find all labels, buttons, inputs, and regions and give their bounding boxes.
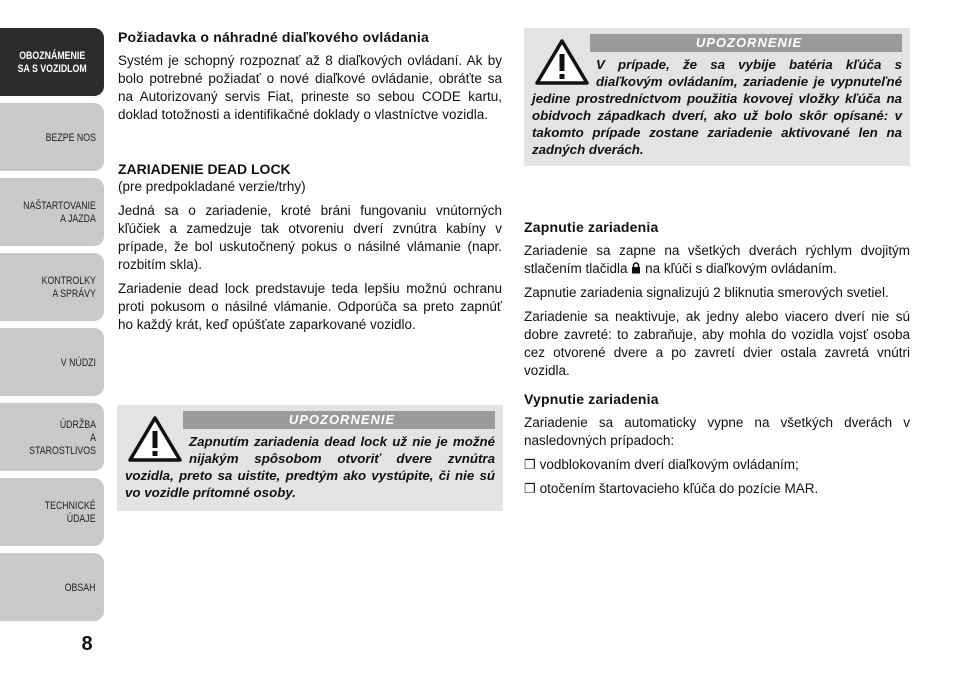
tab-v-nudzi[interactable]: V NÚDZI <box>0 328 104 398</box>
heading-activation: Zapnutie zariadenia <box>524 219 659 235</box>
warning-title: UPOZORNENIE <box>590 34 902 52</box>
paragraph-replacement-remote: Systém je schopný rozpoznať až 8 diaľkových ovládaní. Ak by bolo potrebné požiadať o nové diaľkové ovládanie, obráťte sa na Autorizovaný servis Fiat, prineste so sebou CODE kartu, doklad totožnosti a identifikačné doklady o vlastníctve vozidla. <box>118 53 502 122</box>
heading-replacement-remote: Požiadavka o náhradné diaľkového ovládania <box>118 29 429 45</box>
subheading-dead-lock: (pre predpokladané verzie/trhy) <box>118 179 306 194</box>
heading-dead-lock: ZARIADENIE DEAD LOCK <box>118 161 291 177</box>
tab-udrzba[interactable]: ÚDRŽBA A STAROSTLIVOS <box>0 403 104 473</box>
warning-box-battery <box>524 28 910 166</box>
paragraph-dead-lock-2: Zariadenie dead lock predstavuje teda lepšiu možnú ochranu proti pokusom o násilné vlámanie. Odporúča sa preto zapnúť ho každý krát, keď opúšťate zaparkované vozidlo. <box>118 281 502 332</box>
paragraph-deactivation: Zariadenie sa automaticky vypne na všetkých dverách v nasledovných prípadoch: <box>524 415 910 448</box>
tab-kontrolky[interactable]: KONTROLKY A SPRÁVY <box>0 253 104 323</box>
warning-box-dead-lock <box>117 405 503 511</box>
warning-text: Zapnutím zariadenia dead lock už nie je možné nijakým spôsobom otvoriť dvere zvnútra vozidla, preto sa uistite, predtým ako vystúpite, či nie sú vo vozidle prítomné osoby. <box>125 434 495 500</box>
lock-icon <box>631 262 641 274</box>
checkbox-bullet-icon: ❒ <box>524 457 536 472</box>
list-item: ❒ vodblokovaním dverí diaľkovým ovládaním; <box>524 457 799 472</box>
paragraph-activation-signal: Zapnutie zariadenia signalizujú 2 bliknutia smerových svetiel. <box>524 285 889 300</box>
paragraph-dead-lock-1: Jedná sa o zariadenie, kroté bráni fungovaniu vnútorných kľúčiek a zamedzuje tak otvoreniu dverí zvnútra kabíny v prípade, že bol uskutočnený pokus o násilné vlámanie (napr. rozbitím skla). <box>118 203 502 272</box>
warning-triangle-icon <box>534 38 590 86</box>
warning-triangle-icon <box>127 415 183 463</box>
tab-obsah[interactable]: OBSAH <box>0 553 104 623</box>
list-item: ❒ otočením štartovacieho kľúča do pozície MAR. <box>524 481 819 496</box>
checkbox-bullet-icon: ❒ <box>524 481 536 496</box>
tab-oboznamenie[interactable]: OBOZNÁMENIE SA S VOZIDLOM <box>0 28 104 98</box>
heading-deactivation: Vypnutie zariadenia <box>524 391 659 407</box>
paragraph-activation-note: Zariadenie sa neaktivuje, ak jedny alebo viacero dverí nie sú dobre zavreté: to zabraňuje, aby mohla do vozidla vojsť osoba cez otvorené dvere a po zavretí dvier ostala zavretá vnútri vozidla. <box>524 309 910 378</box>
warning-text: V prípade, že sa vybije batéria kľúča s diaľkovým ovládaním, zariadenie je vypnuteľné jedine prostredníctvom použitia kovovej vložky kľúča na obidvoch západkach dverí, ako už bolo skôr opísané: v takomto prípade zostane zariadenie aktivované len na zadných dverách. <box>532 57 902 157</box>
tab-bezpecnost[interactable]: BEZPE NOS <box>0 103 104 173</box>
paragraph-activation: Zariadenie sa zapne na všetkých dverách rýchlym dvojitým stlačením tlačidla na kľúči s diaľkovým ovládaním. <box>524 243 910 276</box>
warning-title: UPOZORNENIE <box>183 411 495 429</box>
left-column <box>118 28 502 340</box>
tab-technicke-udaje[interactable]: TECHNICKÉ ÚDAJE <box>0 478 104 548</box>
tab-nastartovanie[interactable]: NAŠTARTOVANIE A JAZDA <box>0 178 104 248</box>
page-number: 8 <box>81 633 93 655</box>
right-column <box>524 218 910 504</box>
